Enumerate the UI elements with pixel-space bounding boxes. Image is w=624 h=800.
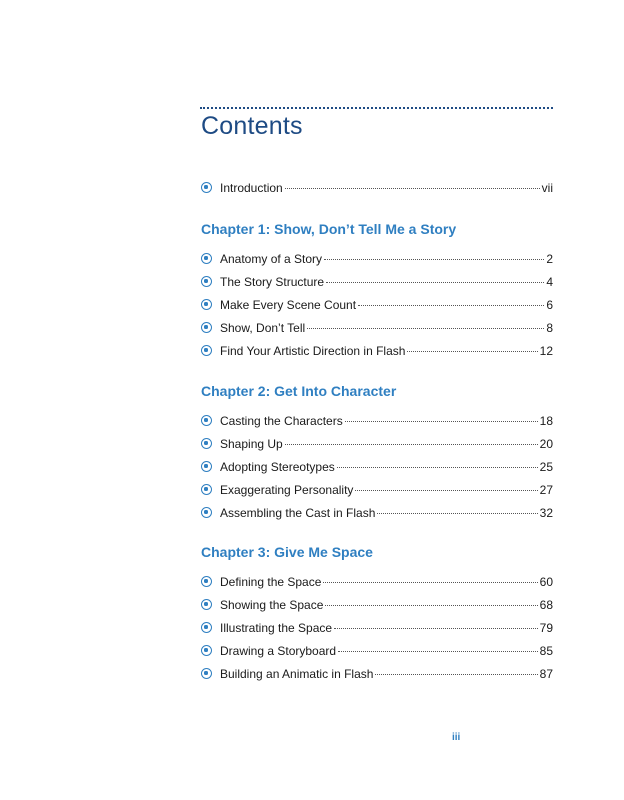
- page-title: Contents: [201, 112, 303, 140]
- chapter-1-title[interactable]: Chapter 1: Show, Don’t Tell Me a Story: [201, 221, 457, 237]
- target-bullet-icon: [201, 507, 212, 518]
- target-bullet-icon: [201, 299, 212, 310]
- entry-label: Introduction: [220, 181, 283, 195]
- target-bullet-icon: [201, 253, 212, 264]
- entry-page-number: vii: [541, 181, 553, 195]
- dot-leader: [355, 490, 537, 491]
- entry-page-number: 12: [539, 344, 553, 358]
- dot-leader: [377, 513, 537, 514]
- entry-label: Adopting Stereotypes: [220, 460, 335, 474]
- chapter-2-title[interactable]: Chapter 2: Get Into Character: [201, 383, 397, 399]
- entry-page-number: 8: [546, 321, 553, 335]
- dot-leader: [375, 674, 537, 675]
- target-bullet-icon: [201, 345, 212, 356]
- entry-label: Assembling the Cast in Flash: [220, 506, 376, 520]
- dot-leader: [358, 305, 544, 306]
- dot-leader: [325, 605, 537, 606]
- dot-leader: [326, 282, 544, 283]
- entry-label: Show, Don’t Tell: [220, 321, 306, 335]
- target-bullet-icon: [201, 438, 212, 449]
- toc-entry[interactable]: [201, 574, 553, 597]
- toc-entry[interactable]: [201, 320, 553, 343]
- chapter-1-section: [201, 219, 553, 366]
- target-bullet-icon: [201, 622, 212, 633]
- target-bullet-icon: [201, 645, 212, 656]
- dot-leader: [285, 444, 538, 445]
- top-dotted-rule: [200, 107, 553, 109]
- entry-page-number: 60: [539, 575, 553, 589]
- toc-entry[interactable]: [201, 459, 553, 482]
- chapter-2-section: [201, 381, 553, 528]
- entry-page-number: 6: [546, 298, 553, 312]
- entry-label: Illustrating the Space: [220, 621, 333, 635]
- toc-entry[interactable]: [201, 620, 553, 643]
- toc-entry[interactable]: [201, 505, 553, 528]
- chapter-3-section: [201, 542, 553, 689]
- target-bullet-icon: [201, 182, 212, 193]
- dot-leader: [323, 582, 537, 583]
- target-bullet-icon: [201, 484, 212, 495]
- entry-label: Showing the Space: [220, 598, 324, 612]
- dot-leader: [345, 421, 538, 422]
- entry-page-number: 2: [546, 252, 553, 266]
- dot-leader: [324, 259, 544, 260]
- toc-entry[interactable]: [201, 597, 553, 620]
- entry-label: Casting the Characters: [220, 414, 343, 428]
- dot-leader: [285, 188, 540, 189]
- entry-label: Anatomy of a Story: [220, 252, 323, 266]
- entry-label: Drawing a Storyboard: [220, 644, 337, 658]
- entry-page-number: 20: [539, 437, 553, 451]
- entry-page-number: 18: [539, 414, 553, 428]
- target-bullet-icon: [201, 576, 212, 587]
- page-folio: iii: [452, 732, 461, 743]
- target-bullet-icon: [201, 415, 212, 426]
- target-bullet-icon: [201, 668, 212, 679]
- toc-entry[interactable]: [201, 413, 553, 436]
- target-bullet-icon: [201, 276, 212, 287]
- entry-page-number: 85: [539, 644, 553, 658]
- entry-page-number: 32: [539, 506, 553, 520]
- toc-entry[interactable]: [201, 343, 553, 366]
- entry-label: Building an Animatic in Flash: [220, 667, 374, 681]
- dot-leader: [337, 467, 538, 468]
- entry-label: Defining the Space: [220, 575, 322, 589]
- target-bullet-icon: [201, 461, 212, 472]
- target-bullet-icon: [201, 322, 212, 333]
- dot-leader: [334, 628, 538, 629]
- entry-page-number: 79: [539, 621, 553, 635]
- dot-leader: [307, 328, 544, 329]
- entry-page-number: 27: [539, 483, 553, 497]
- entry-label: Find Your Artistic Direction in Flash: [220, 344, 406, 358]
- entry-label: The Story Structure: [220, 275, 325, 289]
- entry-page-number: 4: [546, 275, 553, 289]
- entry-page-number: 68: [539, 598, 553, 612]
- entry-label: Exaggerating Personality: [220, 483, 354, 497]
- entry-page-number: 87: [539, 667, 553, 681]
- toc-entry-introduction[interactable]: [201, 180, 553, 203]
- target-bullet-icon: [201, 599, 212, 610]
- dot-leader: [407, 351, 537, 352]
- toc-entry[interactable]: [201, 666, 553, 689]
- toc-entry[interactable]: [201, 482, 553, 505]
- toc-entry[interactable]: [201, 251, 553, 274]
- entry-label: Shaping Up: [220, 437, 283, 451]
- toc-entry[interactable]: [201, 436, 553, 459]
- toc-entry[interactable]: [201, 643, 553, 666]
- dot-leader: [338, 651, 538, 652]
- chapter-3-title[interactable]: Chapter 3: Give Me Space: [201, 544, 373, 560]
- entry-label: Make Every Scene Count: [220, 298, 357, 312]
- entry-page-number: 25: [539, 460, 553, 474]
- toc-entry[interactable]: [201, 274, 553, 297]
- toc-entry[interactable]: [201, 297, 553, 320]
